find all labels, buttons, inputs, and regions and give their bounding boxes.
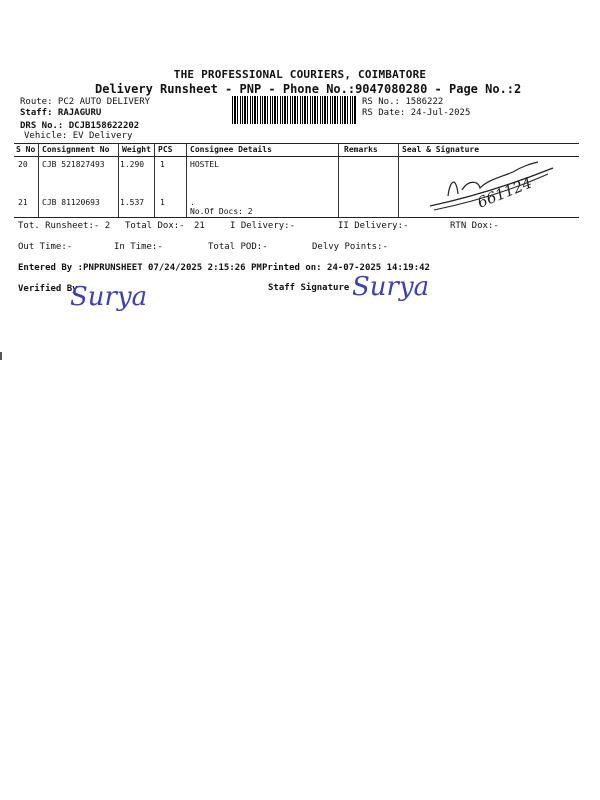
scan-edge-mark (0, 352, 2, 360)
entered-by: Entered By :PNPRUNSHEET 07/24/2025 2:15:26 PM (18, 263, 262, 273)
ii-delivery: II Delivery:- (338, 221, 409, 231)
verified-signature: Surya (70, 282, 148, 312)
runsheet-title: Delivery Runsheet - PNP - Phone No.:9047080280 - Page No.:2 (95, 82, 522, 96)
col-consignment: Consignment No (42, 145, 110, 154)
row-consignment: CJB 521827493 (42, 160, 105, 169)
printed-on: Printed on: 24-07-2025 14:19:42 (262, 263, 430, 273)
row-sno: 20 (18, 160, 28, 169)
col-sno: S No (16, 145, 36, 154)
row-consignee: . (190, 198, 195, 207)
col-pcs: PCS (158, 145, 173, 154)
tot-runsheet: Tot. Runsheet:- 2 (18, 221, 111, 231)
rtn-dox: RTN Dox:- (450, 221, 499, 231)
rs-number: RS No.: 1586222 (362, 97, 444, 107)
vehicle: Vehicle: EV Delivery (24, 131, 133, 141)
out-time: Out Time:- (18, 242, 73, 252)
staff-signature-label: Staff Signature (268, 283, 350, 293)
row-weight: 1.537 (120, 198, 145, 207)
col-consignee: Consignee Details (190, 145, 272, 154)
verified-by-label: Verified By (18, 284, 78, 294)
seal-signature (418, 150, 563, 220)
col-remarks: Remarks (344, 145, 378, 154)
drs-number: DRS No.: DCJB158622202 (20, 121, 140, 131)
company-name: THE PROFESSIONAL COURIERS, COIMBATORE (173, 68, 427, 81)
col-weight: Weight (122, 145, 151, 154)
i-delivery: I Delivery:- (230, 221, 296, 231)
row-docs: No.Of Docs: 2 (190, 207, 253, 216)
row-pcs: 1 (160, 198, 165, 207)
staff-signature: Surya (352, 272, 430, 302)
total-dox-value: 21 (194, 221, 205, 231)
seal-number: 661124 (474, 173, 535, 212)
route: Route: PC2 AUTO DELIVERY (20, 97, 151, 107)
col-seal: Seal & Signature (402, 145, 480, 154)
total-pod: Total POD:- (208, 242, 268, 252)
in-time: In Time:- (114, 242, 163, 252)
rs-date: RS Date: 24-Jul-2025 (362, 108, 471, 118)
row-consignment: CJB 81120693 (42, 198, 100, 207)
row-pcs: 1 (160, 160, 165, 169)
row-weight: 1.290 (120, 160, 145, 169)
row-sno: 21 (18, 198, 28, 207)
staff: Staff: RAJAGURU (20, 108, 102, 118)
row-consignee: HOSTEL (190, 160, 219, 169)
barcode (232, 96, 357, 124)
total-dox: Total Dox:- (125, 221, 185, 231)
delvy-points: Delvy Points:- (312, 242, 388, 252)
